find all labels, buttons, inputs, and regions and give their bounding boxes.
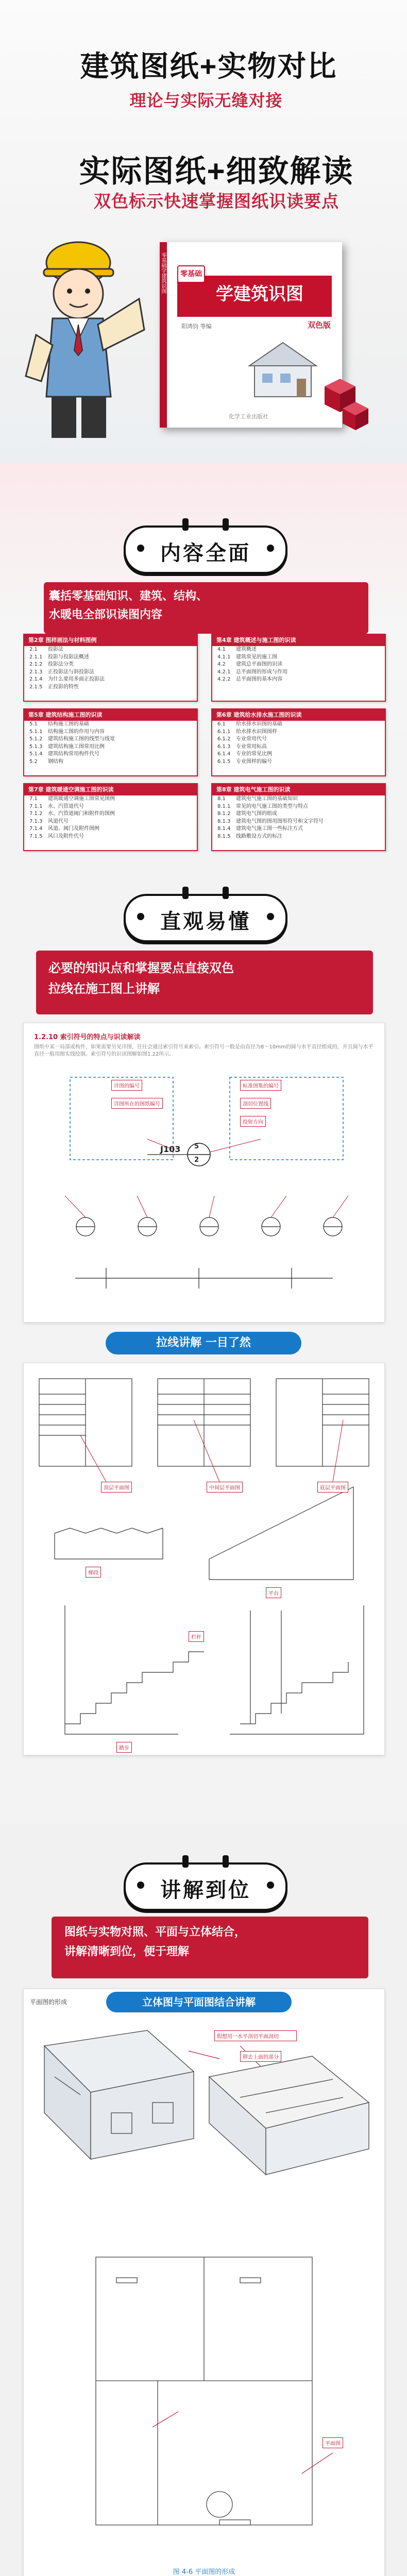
toc-row-text: 建筑电气施工图的基础知识 bbox=[236, 796, 298, 802]
toc-row-num: 2.1.4 bbox=[29, 676, 43, 682]
floorplan-sheet bbox=[23, 1989, 385, 2576]
pill-tab-left bbox=[182, 887, 189, 899]
toc-panel-header: 第8章 建筑电气施工图的识读 bbox=[212, 784, 385, 795]
toc-row-num: 2.1.3 bbox=[29, 669, 43, 675]
toc-row-num: 7.1.4 bbox=[29, 826, 43, 832]
floorplan-diagram bbox=[24, 1989, 384, 2576]
toc-row-num: 5.1 bbox=[29, 721, 38, 727]
index-symbol-diagram bbox=[44, 1072, 364, 1314]
toc-row bbox=[24, 803, 197, 811]
stereo-plan-banner: 立体图与平面图结合讲解 bbox=[106, 1992, 292, 2012]
toc-row bbox=[24, 661, 197, 669]
book-publisher: 化学工业出版社 bbox=[229, 413, 268, 420]
toc-row bbox=[212, 751, 385, 758]
hero-subline-2: 双色标示快速掌握图纸识读要点 bbox=[94, 191, 339, 211]
callout-remove-top: 移去上面的部分 bbox=[240, 2051, 281, 2062]
toc-row-num: 7.1 bbox=[29, 796, 38, 802]
toc-row-text: 建筑概述 bbox=[236, 647, 257, 652]
toc-row bbox=[212, 803, 385, 811]
toc-row bbox=[212, 676, 385, 684]
book-title: 学建筑识图 bbox=[216, 284, 303, 304]
toc-row-num: 4.1 bbox=[217, 647, 226, 652]
toc-row bbox=[24, 728, 197, 736]
toc-row bbox=[24, 818, 197, 826]
toc-row-text: 风道代号 bbox=[48, 818, 69, 824]
toc-row bbox=[212, 758, 385, 766]
red-cubes-decoration bbox=[309, 374, 371, 435]
toc-row bbox=[24, 684, 197, 691]
toc-row bbox=[212, 654, 385, 662]
toc-panel bbox=[211, 708, 386, 776]
toc-row bbox=[24, 810, 197, 818]
index-symbol-sheet bbox=[23, 1023, 385, 1323]
intuitive-title-pill bbox=[124, 894, 287, 942]
toc-row bbox=[212, 646, 385, 654]
toc-grid bbox=[23, 634, 384, 850]
index-label: J103 bbox=[160, 1144, 181, 1154]
pill-tab-right bbox=[223, 518, 229, 531]
toc-row-num: 8.1.3 bbox=[217, 818, 231, 824]
toc-row-text: 风道、阀门及附件图例 bbox=[48, 826, 99, 832]
toc-row-text: 给水排水识图图样 bbox=[236, 728, 277, 735]
toc-row bbox=[24, 743, 197, 751]
toc-row-num: 8.1.1 bbox=[217, 803, 231, 809]
toc-row-num: 4.1.1 bbox=[217, 654, 231, 660]
stair-label-ground-plan: 底层平面图 bbox=[317, 1482, 348, 1493]
explain-description bbox=[52, 1917, 368, 1978]
toc-row-text: 正投影的特性 bbox=[48, 684, 79, 690]
toc-row-text: 建筑暖通空调施工图常见图例 bbox=[48, 796, 115, 802]
book-badge: 零基础 bbox=[177, 265, 205, 283]
explain-title-pill bbox=[124, 1862, 287, 1911]
contents-description bbox=[44, 582, 368, 634]
toc-row-num: 7.1.3 bbox=[29, 818, 43, 824]
pill-tab-right bbox=[223, 887, 229, 899]
contents-title: 内容全面 bbox=[160, 541, 251, 565]
toc-row-text: 风口及附件代号 bbox=[48, 833, 84, 839]
toc-row-text: 投影与投影法概述 bbox=[48, 654, 89, 660]
floorplan-top-label: 平面图的形成 bbox=[30, 1998, 67, 2006]
hero-section bbox=[0, 0, 407, 464]
toc-row bbox=[24, 751, 197, 758]
toc-row-text: 建筑电气图的组成 bbox=[236, 811, 277, 817]
toc-row-num: 6.1 bbox=[217, 721, 226, 727]
toc-row bbox=[212, 795, 385, 803]
stair-label-flight: 梯段 bbox=[86, 1567, 101, 1578]
toc-row-text: 线路敷设方式的标注 bbox=[236, 833, 282, 839]
intuitive-title: 直观易懂 bbox=[160, 910, 251, 934]
stair-label-tread: 踏步 bbox=[116, 1742, 132, 1753]
explain-section bbox=[0, 1824, 407, 2576]
toc-row-text: 水、汽管道阀门和附件的图例 bbox=[48, 811, 115, 817]
callout-atlas-number: 标准图集的编号 bbox=[240, 1080, 281, 1091]
toc-row bbox=[24, 736, 197, 743]
toc-row-text: 建筑电气施工图一些标注方式 bbox=[236, 826, 303, 832]
toc-row bbox=[24, 758, 197, 766]
toc-row-num: 4.2.2 bbox=[217, 676, 231, 682]
toc-row bbox=[24, 825, 197, 833]
pill-tab-right bbox=[223, 1855, 229, 1868]
engineer-illustration bbox=[21, 227, 155, 448]
toc-row-num: 2.1.1 bbox=[29, 654, 43, 660]
toc-row-text: 正投影法与斜投影法 bbox=[48, 669, 94, 675]
toc-row bbox=[212, 669, 385, 676]
toc-row bbox=[24, 795, 197, 803]
book-cover bbox=[160, 242, 355, 438]
toc-row-num: 6.1.2 bbox=[217, 736, 231, 742]
toc-row-text: 建筑总平面图的识读 bbox=[236, 662, 282, 667]
explain-title: 讲解到位 bbox=[160, 1878, 251, 1902]
toc-row-num: 2.1 bbox=[29, 647, 38, 652]
toc-panel-header: 第2章 图样画法与材料图例 bbox=[24, 635, 197, 646]
toc-panel-header: 第7章 建筑暖通空调施工图的识读 bbox=[24, 784, 197, 795]
toc-row-num: 4.2 bbox=[217, 662, 226, 667]
index-bottom: 2 bbox=[194, 1156, 199, 1164]
toc-row bbox=[24, 721, 197, 728]
toc-row-text: 专业图样的编号 bbox=[236, 758, 272, 765]
stair-label-railing: 栏杆 bbox=[189, 1631, 204, 1642]
callout-detail-number: 详图的编号 bbox=[111, 1080, 142, 1091]
toc-row bbox=[212, 743, 385, 751]
explain-desc-line-2: 讲解清晰到位，便于理解 bbox=[64, 1945, 190, 1958]
toc-row-text: 建筑结构施工图常用比例 bbox=[48, 743, 105, 750]
toc-row-text: 为什么要用多面正投影法 bbox=[48, 676, 105, 682]
toc-row-text: 总平面图的基本内容 bbox=[236, 676, 282, 682]
toc-row-text: 建筑结构施工图的线型与线宽 bbox=[48, 736, 115, 742]
index-top: 5 bbox=[194, 1143, 199, 1150]
toc-row-num: 6.1.1 bbox=[217, 728, 231, 735]
toc-row-num: 4.2.1 bbox=[217, 669, 231, 675]
toc-row-text: 建筑常见的施工图 bbox=[236, 654, 277, 660]
toc-row-num: 8.1 bbox=[217, 796, 226, 802]
stair-label-top-plan: 顶层平面图 bbox=[101, 1482, 132, 1493]
toc-row-num: 5.1.1 bbox=[29, 728, 43, 735]
intuitive-section bbox=[0, 866, 407, 1824]
toc-row-num: 2.1.5 bbox=[29, 684, 43, 690]
toc-row-num: 7.1.1 bbox=[29, 803, 43, 809]
explain-desc-line-1: 图纸与实物对照、平面与立体结合， bbox=[64, 1926, 246, 1939]
pill-tab-left bbox=[182, 518, 189, 531]
callout-cut-plane: 假想用一水平剖切平面剖切 bbox=[214, 2030, 297, 2041]
toc-row-num: 7.1.5 bbox=[29, 833, 43, 839]
book-edition: 双色版 bbox=[307, 320, 331, 330]
toc-panel-header: 第5章 建筑结构施工图的识读 bbox=[24, 709, 197, 721]
toc-row-num: 5.1.2 bbox=[29, 736, 43, 742]
toc-row-text: 建筑结构常用构件代号 bbox=[48, 751, 99, 757]
callout-drawing-number: 详图所在的图纸编号 bbox=[111, 1098, 163, 1109]
intuitive-desc-line-2: 拉线在施工图上讲解 bbox=[48, 981, 160, 996]
toc-panel bbox=[211, 783, 386, 851]
toc-row bbox=[24, 833, 197, 841]
sheet-heading: 1.2.10 索引符号的特点与识读解读 bbox=[34, 1033, 141, 1041]
stair-label-platform: 平台 bbox=[266, 1587, 281, 1598]
contents-desc-line-2: 水暖电全部识读图内容 bbox=[49, 608, 163, 621]
callout-plan: 平面图 bbox=[323, 2437, 343, 2448]
toc-row-num: 5.2 bbox=[29, 758, 38, 765]
toc-row bbox=[24, 646, 197, 654]
stairs-sheet bbox=[23, 1363, 385, 1755]
toc-row-text: 投影法分类 bbox=[48, 662, 74, 667]
callout-section-line: 剖切位置线 bbox=[240, 1098, 271, 1109]
book-author: 阳鸿钧 等编 bbox=[181, 323, 212, 330]
toc-row-text: 专业常用代号 bbox=[236, 736, 267, 742]
toc-row-text: 总平面图的形成与作用 bbox=[236, 669, 287, 675]
callout-projection-direction: 投射方向 bbox=[240, 1116, 266, 1127]
toc-row bbox=[212, 736, 385, 743]
toc-row bbox=[212, 833, 385, 841]
toc-row-num: 2.1.2 bbox=[29, 662, 43, 667]
toc-row bbox=[212, 661, 385, 669]
toc-row-text: 结构施工图的基础 bbox=[48, 721, 89, 727]
toc-row bbox=[24, 676, 197, 684]
sheet-text: 图纸中某一局部或构件，如果需要另见详图，往往会通过索引符号来索引。索引符号一般是由直径为8～10mm的圆与水平直径组成的，并且圆与水平直径一般用细实线绘制。索引符号的识读图解如图1.22所示。 bbox=[34, 1044, 374, 1057]
contents-desc-line-1: 囊括零基础知识、建筑、结构、 bbox=[49, 590, 208, 603]
toc-panel bbox=[211, 634, 386, 702]
book-spine-text: 零基础学建筑识图 bbox=[160, 252, 166, 294]
toc-row-num: 5.1.4 bbox=[29, 751, 43, 757]
toc-row bbox=[212, 810, 385, 818]
pull-line-banner: 拉线讲解 一目了然 bbox=[106, 1332, 301, 1354]
toc-row bbox=[212, 818, 385, 826]
intuitive-desc-line-1: 必要的知识点和掌握要点直接双色 bbox=[48, 961, 234, 975]
toc-row-text: 专业的常见比例 bbox=[236, 751, 272, 757]
toc-row-num: 6.1.3 bbox=[217, 743, 231, 750]
toc-row-num: 6.1.5 bbox=[217, 758, 231, 765]
toc-row bbox=[24, 669, 197, 676]
toc-row-num: 5.1.3 bbox=[29, 743, 43, 750]
toc-row-num: 6.1.4 bbox=[217, 751, 231, 757]
pill-tab-left bbox=[182, 1855, 189, 1868]
toc-panel bbox=[23, 634, 198, 702]
toc-row bbox=[212, 721, 385, 728]
toc-row-text: 建筑电气图的图用图形符号和文字符号 bbox=[236, 818, 324, 824]
hero-subline-1: 理论与实际无缝对接 bbox=[129, 91, 283, 110]
toc-panel-header: 第6章 建筑给水排水施工图的识读 bbox=[212, 709, 385, 721]
toc-row-text: 水、汽管道代号 bbox=[48, 803, 84, 809]
contents-section bbox=[0, 464, 407, 866]
toc-row-num: 8.1.4 bbox=[217, 826, 231, 832]
hero-headline-1: 建筑图纸+实物对比 bbox=[80, 50, 337, 82]
toc-row-text: 结构施工图的作用与内容 bbox=[48, 728, 105, 735]
toc-row-text: 钢结构 bbox=[48, 758, 63, 765]
toc-row bbox=[212, 728, 385, 736]
contents-title-pill bbox=[124, 526, 287, 574]
hero-headline-2: 实际图纸+细致解读 bbox=[79, 154, 354, 189]
toc-row-text: 投影法 bbox=[48, 647, 63, 652]
toc-row-num: 8.1.2 bbox=[217, 811, 231, 817]
toc-row-num: 8.1.5 bbox=[217, 833, 231, 839]
toc-row bbox=[24, 654, 197, 662]
toc-row bbox=[212, 825, 385, 833]
toc-row-text: 给水排水识图的基础 bbox=[236, 721, 282, 727]
toc-panel bbox=[23, 708, 198, 776]
stairs-diagram bbox=[24, 1363, 384, 1755]
toc-row-text: 专业常用标高 bbox=[236, 743, 267, 750]
toc-row-num: 7.1.2 bbox=[29, 811, 43, 817]
intuitive-description bbox=[36, 951, 373, 1014]
stair-label-middle-plan: 中间层平面图 bbox=[207, 1482, 243, 1493]
toc-row-text: 常见的电气施工图的类型与特点 bbox=[236, 803, 308, 809]
toc-panel-header: 第4章 建筑概述与施工图的识读 bbox=[212, 635, 385, 646]
figure-caption: 图 4-6 平面图的形成 bbox=[173, 2568, 235, 2576]
toc-panel bbox=[23, 783, 198, 851]
